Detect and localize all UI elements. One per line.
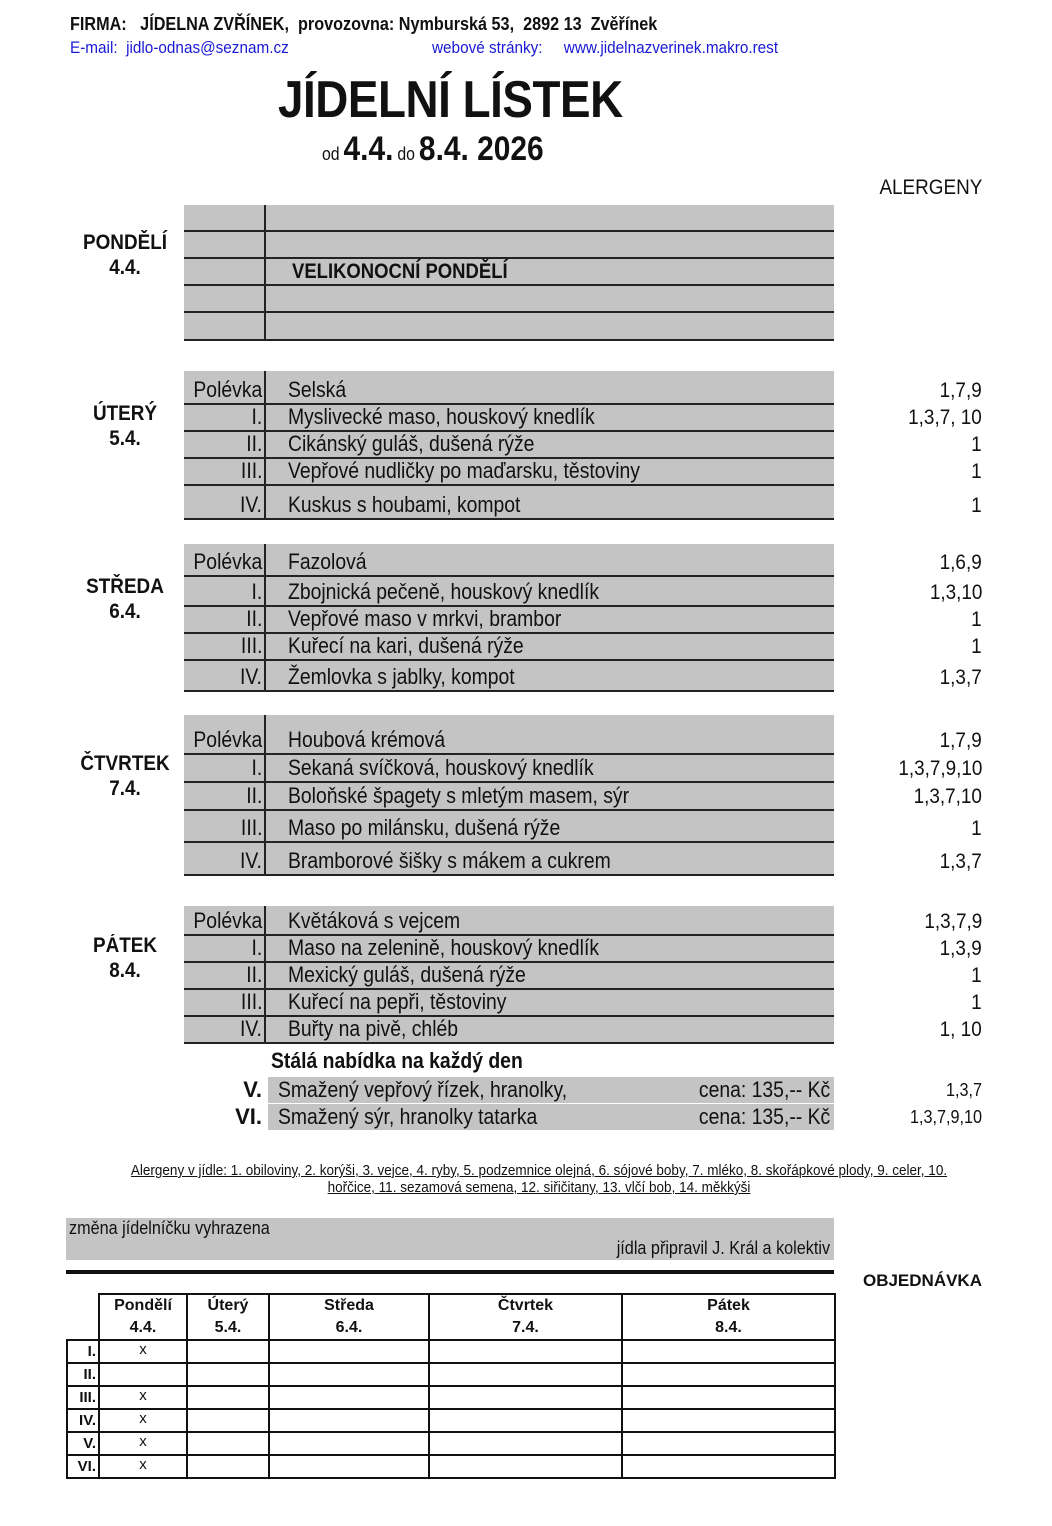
order-cell[interactable] [622, 1455, 835, 1478]
alergeny-heading: ALERGENY [879, 176, 982, 199]
period-do: do [397, 144, 416, 164]
order-cell[interactable]: x [99, 1340, 187, 1363]
stala-item [235, 1104, 834, 1130]
menu-row-allergens: 1,3,7,10 [913, 785, 982, 808]
menu-row [184, 963, 834, 990]
menu-row-label: II. [184, 432, 266, 457]
menu-row-allergens: 1 [971, 494, 982, 517]
menu-row [184, 634, 834, 661]
menu-row-allergens: 1 [971, 817, 982, 840]
menu-row [184, 811, 834, 843]
note-change: změna jídelníčku vyhrazena [69, 1218, 270, 1238]
menu-row-dish [266, 313, 292, 339]
stala-item-number: VI. [235, 1104, 262, 1129]
order-day-date: 8.4. [622, 1317, 835, 1340]
day-date: 8.4. [109, 959, 141, 982]
day-name: ÚTERÝ [92, 402, 158, 425]
stala-item-allergens: 1,3,7,9,10 [909, 1107, 982, 1127]
menu-row-label [184, 205, 266, 230]
menu-row-dish: VELIKONOCNÍ PONDĚLÍ [292, 260, 508, 283]
order-day-name: Čtvrtek [429, 1294, 622, 1317]
menu-row-allergens: 1 [971, 964, 982, 987]
order-cell[interactable] [429, 1340, 622, 1363]
stala-item-allergens: 1,3,7 [945, 1080, 982, 1100]
order-cell[interactable] [622, 1340, 835, 1363]
menu-row-label [184, 313, 266, 339]
website-info: webové stránky: www.jidelnazverinek.makro.rest [432, 38, 779, 57]
menu-row-allergens: 1,7,9 [939, 379, 982, 402]
day-date: 7.4. [109, 777, 141, 800]
menu-row-label: III. [184, 459, 266, 484]
menu-row [184, 486, 834, 520]
order-table [66, 1293, 836, 1479]
day-name: PÁTEK [92, 934, 158, 957]
menu-row-dish: Selská [288, 377, 347, 402]
menu-row [184, 843, 834, 876]
stala-item-number: V. [243, 1077, 262, 1102]
order-cell[interactable]: x [99, 1409, 187, 1432]
menu-row-label: Polévka [184, 715, 266, 753]
day-label [70, 751, 180, 801]
menu-row-allergens: 1,3,9 [939, 937, 982, 960]
day-date: 4.4. [109, 256, 141, 279]
stala-item-dish: Smažený vepřový řízek, hranolky, [278, 1077, 568, 1102]
day-label [70, 574, 180, 624]
menu-row-label: II. [184, 783, 266, 809]
menu-row-label: I. [184, 936, 266, 961]
order-cell[interactable] [622, 1386, 835, 1409]
order-day-date: 6.4. [269, 1317, 429, 1340]
menu-row-allergens: 1,3,7, 10 [908, 406, 982, 429]
menu-row-dish: Myslivecké maso, houskový knedlík [288, 404, 595, 429]
menu-row-allergens: 1 [971, 991, 982, 1014]
menu-row [184, 661, 834, 692]
day-label [70, 230, 180, 280]
menu-row-label: III. [184, 811, 266, 841]
menu-row-label: II. [184, 963, 266, 988]
menu-row [184, 371, 834, 405]
menu-row-label: II. [184, 607, 266, 632]
order-cell[interactable] [269, 1340, 429, 1363]
menu-row-dish: Kuřecí na kari, dušená rýže [288, 633, 524, 658]
order-cell[interactable] [269, 1386, 429, 1409]
stala-item [243, 1077, 834, 1103]
order-cell[interactable] [187, 1363, 269, 1386]
order-cell[interactable] [187, 1432, 269, 1455]
menu-row [184, 432, 834, 459]
menu-row-dish: Bramborové šišky s mákem a cukrem [288, 848, 611, 873]
menu-row [184, 755, 834, 783]
menu-row-dish: Maso na zelenině, houskový knedlík [288, 935, 600, 960]
menu-row-dish: Květáková s vejcem [288, 908, 461, 933]
menu-row [184, 259, 834, 286]
menu-row [184, 544, 834, 577]
note-box [66, 1218, 834, 1260]
day-name: STŘEDA [86, 575, 164, 598]
menu-row-dish: Buřty na pivě, chléb [288, 1016, 459, 1041]
order-row [67, 1386, 835, 1409]
order-cell[interactable] [187, 1340, 269, 1363]
menu-row-label: I. [184, 577, 266, 605]
menu-row-dish: Vepřové nudličky po maďarsku, těstoviny [288, 458, 640, 483]
menu-row-dish: Boloňské špagety s mletým masem, sýr [288, 783, 630, 808]
order-cell[interactable] [429, 1363, 622, 1386]
menu-row-allergens: 1,3,10 [929, 581, 982, 604]
menu-row-dish: Kuřecí na pepři, těstoviny [288, 989, 507, 1014]
menu-row-allergens: 1,3,7 [939, 850, 982, 873]
menu-row-label: Polévka [184, 544, 266, 575]
order-cell[interactable] [187, 1455, 269, 1478]
order-cell[interactable] [622, 1363, 835, 1386]
order-row-label: III. [67, 1386, 99, 1409]
menu-row [184, 906, 834, 936]
order-day-name: Pátek [622, 1294, 835, 1317]
menu-row-dish: Sekaná svíčková, houskový knedlík [288, 755, 594, 780]
order-row-label: IV. [67, 1409, 99, 1432]
menu-row [184, 783, 834, 811]
menu-row-allergens: 1 [971, 635, 982, 658]
menu-row-dish: Houbová krémová [288, 727, 446, 752]
menu-row-dish: Kuskus s houbami, kompot [288, 492, 521, 517]
menu-row [184, 459, 834, 486]
stala-item-price: cena: 135,-- Kč [698, 1077, 830, 1102]
stala-nabidka-title: Stálá nabídka na každý den [271, 1048, 523, 1073]
order-day-name: Pondělí [99, 1294, 187, 1317]
period-from: 4.4. [343, 130, 394, 168]
order-cell[interactable] [429, 1409, 622, 1432]
menu-row-label: IV. [184, 1017, 266, 1042]
menu-row-label: IV. [184, 486, 266, 518]
order-day-name: Středa [269, 1294, 429, 1317]
menu-row-allergens: 1,3,7,9,10 [897, 757, 982, 780]
menu-row-label [184, 232, 266, 257]
day-menu-block [184, 205, 834, 341]
order-row [67, 1409, 835, 1432]
menu-row [184, 715, 834, 755]
order-cell[interactable] [622, 1409, 835, 1432]
menu-row-allergens: 1,6,9 [939, 551, 982, 574]
note-chef: jídla připravil J. Král a kolektiv [616, 1238, 830, 1258]
menu-row [184, 936, 834, 963]
order-row [67, 1455, 835, 1478]
menu-row-dish: Fazolová [288, 549, 367, 574]
menu-row-dish: Vepřové maso v mrkvi, brambor [288, 606, 562, 631]
menu-row-allergens: 1,7,9 [939, 729, 982, 752]
order-cell[interactable] [269, 1455, 429, 1478]
order-cell[interactable]: x [99, 1386, 187, 1409]
menu-row [184, 577, 834, 607]
order-cell[interactable]: x [99, 1455, 187, 1478]
order-row [67, 1340, 835, 1363]
menu-period [322, 130, 544, 169]
menu-row-label: IV. [184, 661, 266, 690]
order-row [67, 1432, 835, 1455]
menu-row-dish: Cikánský guláš, dušená rýže [288, 431, 535, 456]
menu-row-label: Polévka [184, 906, 266, 934]
order-cell[interactable] [99, 1363, 187, 1386]
menu-row [184, 405, 834, 432]
menu-row-label: I. [184, 755, 266, 781]
menu-row-allergens: 1 [971, 460, 982, 483]
menu-row-allergens: 1,3,7,9 [924, 910, 982, 933]
menu-row [184, 205, 834, 232]
menu-row [184, 286, 834, 313]
order-cell[interactable]: x [99, 1432, 187, 1455]
menu-row-dish [266, 232, 292, 257]
menu-row-label: III. [184, 990, 266, 1015]
day-date: 5.4. [109, 427, 141, 450]
day-label [70, 401, 180, 451]
menu-row-allergens: 1, 10 [939, 1018, 982, 1041]
day-name: PONDĚLÍ [82, 231, 168, 254]
order-row-label: I. [67, 1340, 99, 1363]
menu-row-dish: Mexický guláš, dušená rýže [288, 962, 526, 987]
period-to: 8.4. 2026 [418, 130, 544, 168]
day-date: 6.4. [109, 600, 141, 623]
menu-row-label: I. [184, 405, 266, 430]
menu-row [184, 990, 834, 1017]
menu-row-dish [266, 286, 292, 311]
order-cell[interactable] [187, 1386, 269, 1409]
order-day-date: 7.4. [429, 1317, 622, 1340]
day-menu-block [184, 544, 834, 692]
order-day-date: 5.4. [187, 1317, 269, 1340]
day-name: ČTVRTEK [80, 752, 170, 775]
menu-row-label: III. [184, 634, 266, 659]
order-cell[interactable] [429, 1386, 622, 1409]
order-cell[interactable] [622, 1432, 835, 1455]
stala-item-price: cena: 135,-- Kč [698, 1104, 830, 1129]
menu-row-allergens: 1 [971, 433, 982, 456]
menu-row [184, 607, 834, 634]
menu-row [184, 313, 834, 341]
order-day-name: Úterý [187, 1294, 269, 1317]
menu-row-allergens: 1,3,7 [939, 666, 982, 689]
email-info: E-mail: jidlo-odnas@seznam.cz [70, 38, 289, 57]
allergen-legend: Alergeny v jídle: 1. obiloviny, 2. korýši, 3. vejce, 4. ryby, 5. podzemnice olejná, 6. sójové boby, 7. mléko, 8. skořápkové plody, 9. celer, 10. hořčice, 11. sezamová semena, 12. siřičitany, 13. vlčí bob, 14. měkkýši [130, 1162, 948, 1196]
menu-row-dish [266, 205, 292, 230]
order-row-label: II. [67, 1363, 99, 1386]
day-menu-block [184, 715, 834, 876]
order-row [67, 1363, 835, 1386]
divider [66, 1270, 834, 1274]
menu-row-dish: Žemlovka s jablky, kompot [288, 664, 515, 689]
menu-row-label: Polévka [184, 371, 266, 403]
period-od: od [322, 144, 340, 164]
order-row-label: VI. [67, 1455, 99, 1478]
menu-row-label: IV. [184, 843, 266, 874]
page-title: JÍDELNÍ LÍSTEK [278, 71, 623, 129]
menu-row-dish: Maso po milánsku, dušená rýže [288, 815, 561, 840]
order-cell[interactable] [429, 1455, 622, 1478]
order-cell[interactable] [269, 1363, 429, 1386]
order-heading: OBJEDNÁVKA [862, 1271, 982, 1290]
day-menu-block [184, 371, 834, 520]
day-menu-block [184, 906, 834, 1044]
menu-row [184, 232, 834, 259]
order-cell[interactable] [429, 1432, 622, 1455]
menu-row-label [184, 286, 266, 311]
stala-item-dish: Smažený sýr, hranolky tatarka [278, 1104, 538, 1129]
company-info: FIRMA: JÍDELNA ZVŘÍNEK, provozovna: Nymburská 53, 2892 13 Zvěřínek [70, 14, 658, 34]
order-cell[interactable] [187, 1409, 269, 1432]
day-label [70, 933, 180, 983]
order-day-date: 4.4. [99, 1317, 187, 1340]
order-row-label: V. [67, 1432, 99, 1455]
menu-row-dish: Zbojnická pečeně, houskový knedlík [288, 579, 600, 604]
order-cell[interactable] [269, 1409, 429, 1432]
menu-row-allergens: 1 [971, 608, 982, 631]
menu-row-label [184, 259, 266, 284]
menu-row [184, 1017, 834, 1044]
order-cell[interactable] [269, 1432, 429, 1455]
